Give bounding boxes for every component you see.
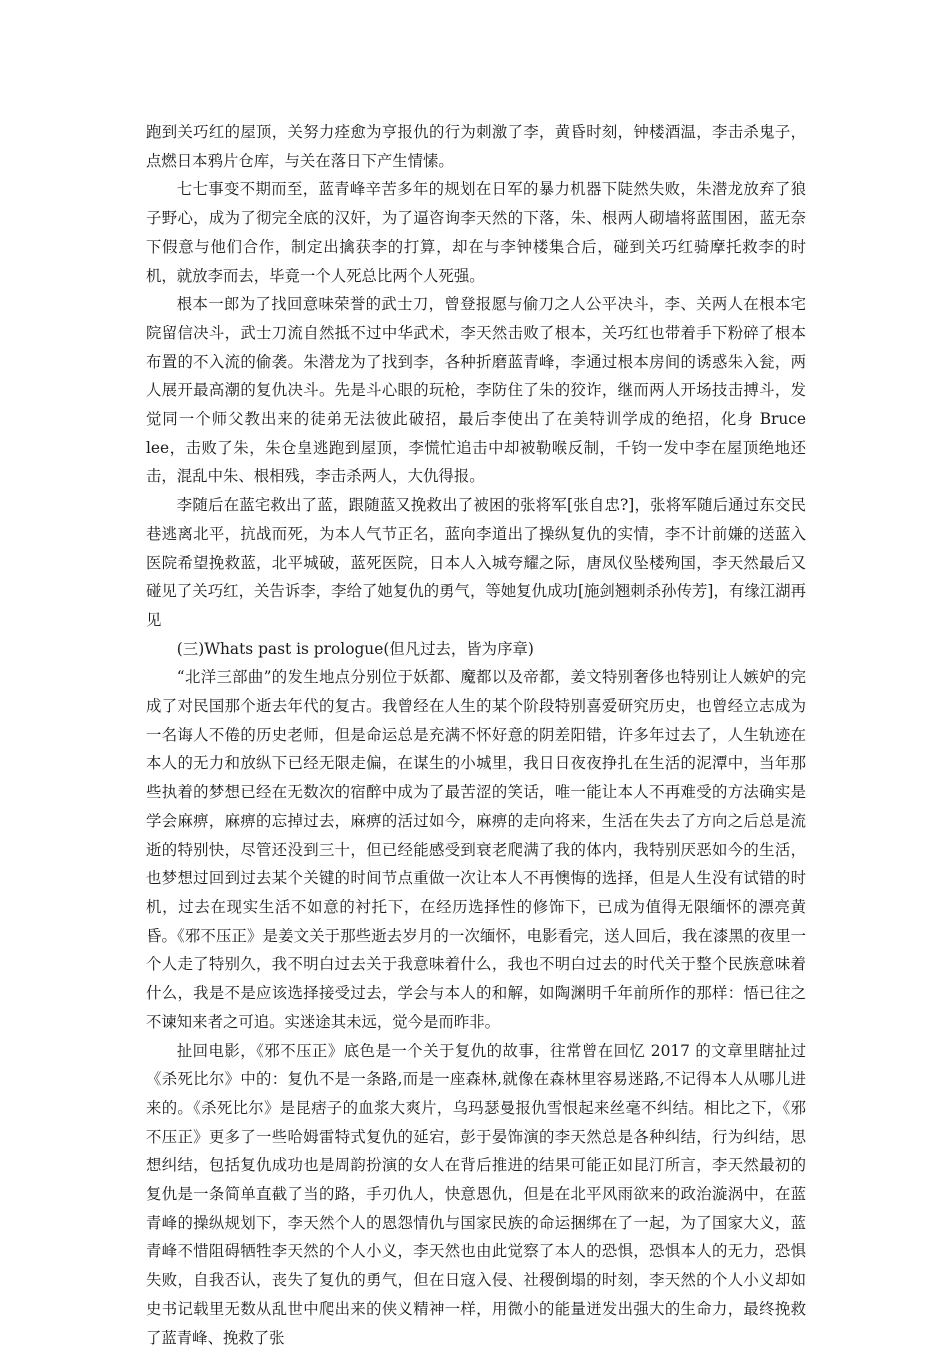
paragraph-3: 根本一郎为了找回意味荣誉的武士刀，曾登报愿与偷刀之人公平决斗，李、关两人在根本宅院留信决斗，武士刀流自然抵不过中华武术，李天然击败了根本，关巧红也带着手下粉碎了根本布置的不入流的偷袭。朱潜龙为了找到李，各种折磨蓝青峰，李通过根本房间的诱惑朱入瓮，两人展开最高潮的复仇决斗。先是斗心眼的玩枪，李防住了朱的狡诈，继而两人开场技击搏斗，发觉同一个师父教出来的徒弟无法彼此破招，最后李使出了在美特训学成的绝招，化身 Bruce lee，击败了朱，朱仓皇逃跑到屋顶，李慌忙追击中却被勒喉反制，千钧一发中李在屋顶绝地还击，混乱中朱、根相残，李击杀两人，大仇得报。 — [146, 290, 806, 491]
paragraph-2: 七七事变不期而至，蓝青峰辛苦多年的规划在日军的暴力机器下陡然失败，朱潜龙放弃了狼子野心，成为了彻完全底的汉奸，为了逼咨询李天然的下落，朱、根两人砌墙将蓝围困，蓝无奈下假意与他们合作，制定出擒获李的打算，却在与李钟楼集合后，碰到关巧红骑摩托救李的时机，就放李而去，毕竟一个人死总比两个人死强。 — [146, 175, 806, 290]
paragraph-4: 李随后在蓝宅救出了蓝，跟随蓝又挽救出了被困的张将军[张自忠?]，张将军随后通过东交民巷逃离北平，抗战而死，为本人气节正名，蓝向李道出了操纵复仇的实情，李不计前嫌的送蓝入医院希望挽救蓝，北平城破，蓝死医院，日本人入城夸耀之际，唐凤仪坠楼殉国，李天然最后又碰见了关巧红，关告诉李，李给了她复仇的勇气，等她复仇成功[施剑翘刺杀孙传芳]，有缘江湖再见 — [146, 491, 806, 635]
section-heading: (三)Whats past is prologue(但凡过去，皆为序章) — [146, 635, 806, 664]
paragraph-5: “北洋三部曲”的发生地点分别位于妖都、魔都以及帝都，姜文特别奢侈也特别让人嫉妒的完成了对民国那个逝去年代的复古。我曾经在人生的某个阶段特别喜爱研究历史，也曾经立志成为一名诲人不倦的历史老师，但是命运总是充满不怀好意的阴差阳错，许多年过去了，人生轨迹在本人的无力和放纵下已经无限走偏，在谋生的小城里，我日日夜夜挣扎在生活的泥潭中，当年那些执着的梦想已经在无数次的宿醉中成为了最苦涩的笑话，唯一能让本人不再难受的方法确实是学会麻痹，麻痹的忘掉过去，麻痹的活过如今，麻痹的走向将来，生活在失去了方向之后总是流逝的特别快，尽管还没到三十，但已经能感受到衰老爬满了我的体内，我特别厌恶如今的生活，也梦想过回到过去某个关键的时间节点重做一次让本人不再懊悔的选择，但是人生没有试错的时机，过去在现实生活不如意的衬托下，在经历选择性的修饰下，已成为值得无限缅怀的漂亮黄昏。《邪不压正》是姜文关于那些逝去岁月的一次缅怀，电影看完，送人回后，我在漆黑的夜里一个人走了特别久，我不明白过去关于我意味着什么，我也不明白过去的时代关于整个民族意味着什么，我是不是应该选择接受过去，学会与本人的和解，如陶渊明千年前所作的那样：悟已往之不谏知来者之可追。实迷途其未远，觉今是而昨非。 — [146, 663, 806, 1036]
paragraph-6: 扯回电影，《邪不压正》底色是一个关于复仇的故事，往常曾在回忆 2017 的文章里瞎扯过《杀死比尔》中的：复仇不是一条路,而是一座森林,就像在森林里容易迷路,不记得本人从哪儿进来的。《杀死比尔》是昆痞子的血浆大爽片，乌玛瑟曼报仇雪恨起来丝毫不纠结。相比之下，《邪不压正》更多了一些哈姆雷特式复仇的延宕，彭于晏饰演的李天然总是各种纠结，行为纠结，思想纠结，包括复仇成功也是周韵扮演的女人在背后推进的结果可能正如昆汀所言，李天然最初的复仇是一条简单直截了当的路，手刃仇人，快意恩仇，但是在北平风雨欲来的政治漩涡中，在蓝青峰的操纵规划下，李天然个人的恩怨情仇与国家民族的命运捆绑在了一起，为了国家大义，蓝青峰不惜阻碍牺牲李天然的个人小义，李天然也由此觉察了本人的恐惧，恐惧本人的无力，恐惧失败，自我否认，丧失了复仇的勇气，但在日寇入侵、社稷倒塌的时刻，李天然的个人小义却如史书记载里无数从乱世中爬出来的侠义精神一样，用微小的能量迸发出强大的生命力，最终挽救了蓝青峰、挽救了张 — [146, 1037, 806, 1352]
paragraph-1: 跑到关巧红的屋顶，关努力痊愈为亨报仇的行为刺激了李，黄昏时刻，钟楼酒温，李击杀鬼子，点燃日本鸦片仓库，与关在落日下产生情愫。 — [146, 118, 806, 175]
document-page — [146, 118, 806, 1352]
